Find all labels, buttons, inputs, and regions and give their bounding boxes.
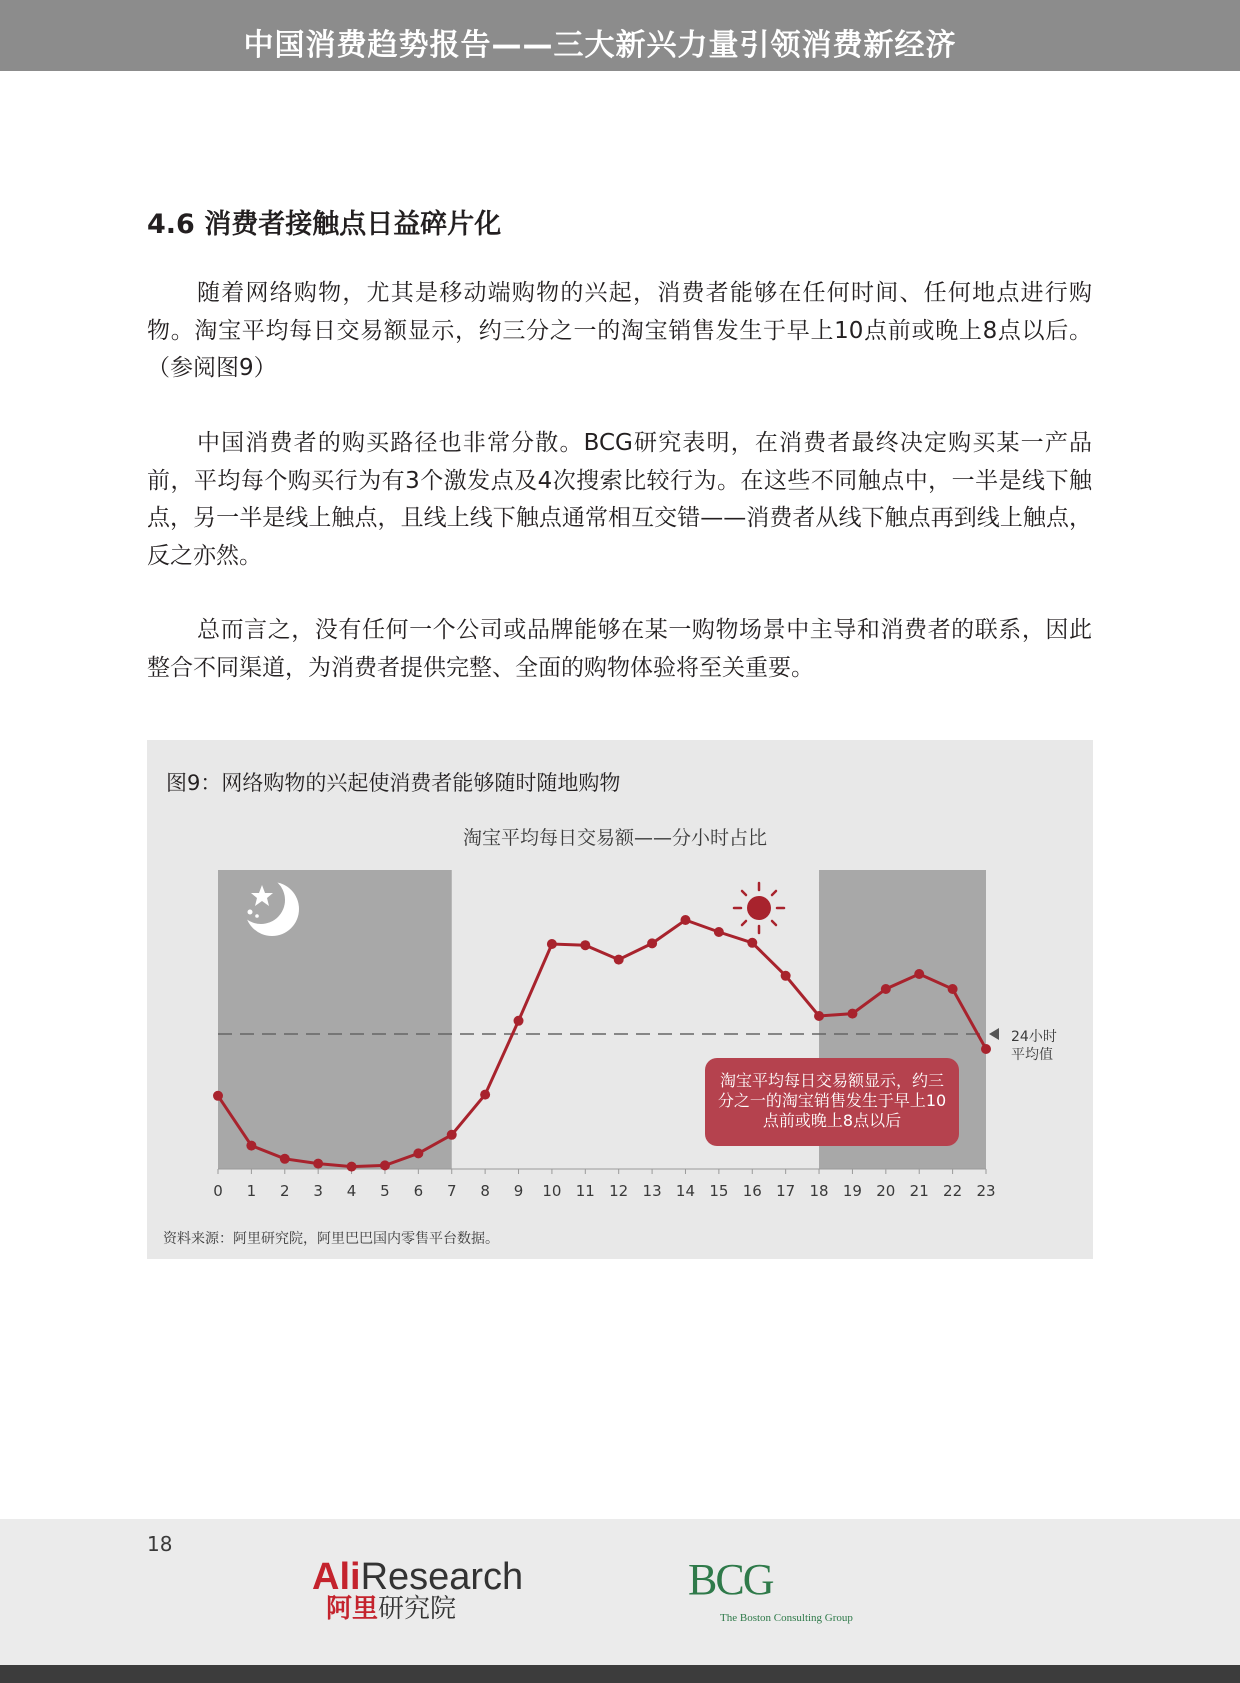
average-label-line2: 平均值 (1011, 1047, 1053, 1063)
ali-logo-cn-rest: 研究院 (378, 1594, 457, 1624)
paragraph-2: 中国消费者的购买路径也非常分散。BCG研究表明，在消费者最终决定购买某一产品前，平均每个购买行为有3个激发点及4次搜索比较行为。在这些不同触点中，一半是线下触点，另一半是线上触点，且线上线下触点通常相互交错——消费者从线下触点再到线上触点，反之亦然。 (147, 430, 1092, 569)
data-point (981, 1044, 991, 1054)
data-point (814, 1011, 824, 1021)
x-tick-label: 6 (413, 1182, 424, 1200)
data-point (881, 984, 891, 994)
hourly-transaction-chart (147, 740, 1093, 1259)
data-point (447, 1130, 457, 1140)
x-tick-label: 4 (346, 1182, 357, 1200)
data-point (514, 1016, 524, 1026)
x-tick-label: 7 (446, 1182, 457, 1200)
x-tick-label: 3 (313, 1182, 323, 1200)
ali-logo-research: Research (360, 1556, 524, 1598)
chart-title: 淘宝平均每日交易额——分小时占比 (462, 827, 767, 849)
data-point (614, 955, 624, 965)
report-title: 中国消费趋势报告——三大新兴力量引领消费新经济 (243, 28, 957, 63)
data-point (213, 1091, 223, 1101)
x-ticks (213, 1169, 995, 1200)
figure-caption: 图9：网络购物的兴起使消费者能够随时随地购物 (166, 771, 621, 795)
aliresearch-logo (312, 1556, 552, 1626)
x-tick-label: 19 (842, 1182, 862, 1200)
data-point (647, 938, 657, 948)
data-point (580, 940, 590, 950)
source-note: 资料来源：阿里研究院，阿里巴巴国内零售平台数据。 (163, 1231, 499, 1247)
ali-logo-cn-brand: 阿里 (326, 1594, 379, 1624)
data-point (347, 1162, 357, 1172)
average-label-line1: 24小时 (1011, 1029, 1057, 1045)
data-point (781, 971, 791, 981)
x-tick-label: 18 (809, 1182, 829, 1200)
footer-band (0, 1519, 1240, 1665)
section-heading: 4.6 消费者接触点日益碎片化 (147, 209, 502, 240)
data-point (280, 1154, 290, 1164)
x-tick-label: 13 (642, 1182, 662, 1200)
x-tick-label: 2 (280, 1182, 290, 1200)
x-tick-label: 16 (742, 1182, 762, 1200)
x-tick-label: 9 (513, 1182, 524, 1200)
x-tick-label: 17 (776, 1182, 796, 1200)
paragraph-1: 随着网络购物，尤其是移动端购物的兴起，消费者能够在任何时间、任何地点进行购物。淘宝平均每日交易额显示，约三分之一的淘宝销售发生于早上10点前或晚上8点以后。（参阅图9） (147, 280, 1092, 381)
bottom-bar (0, 1665, 1240, 1683)
callout-box: 淘宝平均每日交易额显示，约三分之一的淘宝销售发生于早上10点前或晚上8点以后 (705, 1058, 959, 1146)
data-point (914, 969, 924, 979)
data-point (948, 984, 958, 994)
average-label (1011, 1028, 1057, 1064)
x-tick-label: 23 (976, 1182, 996, 1200)
bcg-mark: BCG (688, 1555, 773, 1604)
data-point (246, 1141, 256, 1151)
bcg-subtitle: The Boston Consulting Group (720, 1612, 853, 1624)
header-bar (0, 0, 1240, 71)
data-point (714, 927, 724, 937)
x-tick-label: 11 (575, 1182, 595, 1200)
x-tick-label: 5 (380, 1182, 390, 1200)
x-tick-label: 8 (480, 1182, 490, 1200)
data-point (313, 1159, 323, 1169)
paragraph-3: 总而言之，没有任何一个公司或品牌能够在某一购物场景中主导和消费者的联系，因此整合不同渠道，为消费者提供完整、全面的购物体验将至关重要。 (147, 617, 1092, 681)
average-pointer-icon (989, 1028, 999, 1040)
x-tick-label: 14 (675, 1182, 696, 1200)
sun-icon (734, 883, 784, 933)
data-point (480, 1090, 490, 1100)
data-point (847, 1009, 857, 1019)
x-tick-label: 12 (609, 1182, 629, 1200)
data-point (680, 915, 690, 925)
data-point (747, 938, 757, 948)
data-point (413, 1148, 423, 1158)
x-tick-label: 1 (246, 1182, 257, 1200)
x-tick-label: 21 (909, 1182, 929, 1200)
x-tick-label: 22 (943, 1182, 963, 1200)
x-tick-label: 0 (213, 1182, 223, 1200)
x-tick-label: 15 (709, 1182, 729, 1200)
bcg-logo (688, 1555, 908, 1628)
x-tick-label: 20 (876, 1182, 896, 1200)
data-point (547, 939, 557, 949)
data-point (380, 1160, 390, 1170)
page-number: 18 (147, 1532, 173, 1556)
ali-logo-brand: Ali (312, 1556, 361, 1598)
x-tick-label: 10 (542, 1182, 562, 1200)
